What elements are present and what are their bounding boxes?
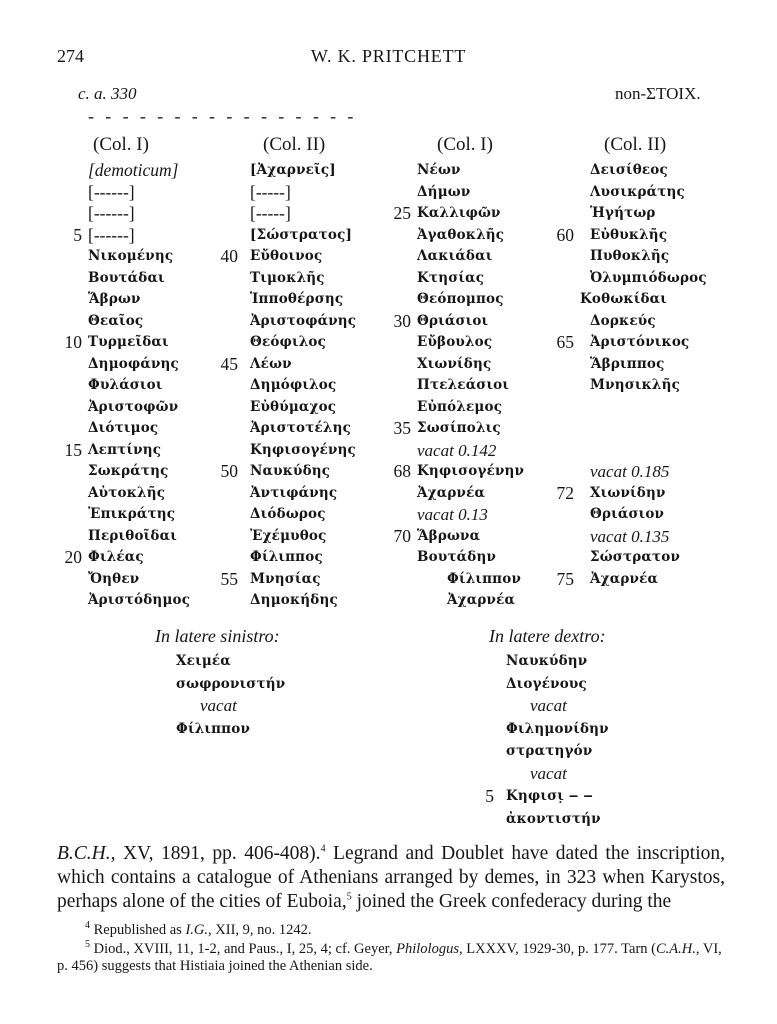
inscription-line [212,569,382,591]
line-text: [------] [88,224,135,245]
line-text: Λεπτίνης [88,441,162,458]
line-number: 25 [393,203,411,223]
line-text: Ὀλυμπιόδωρος [590,269,707,286]
inscription-line [548,418,748,440]
bch-reference: B.C.H. [57,843,111,864]
inscription-line [385,332,555,354]
latere-line [472,808,672,831]
inscription-line [212,354,382,376]
line-number: 60 [556,224,574,245]
latere-line [472,740,672,763]
line-text: Θεόφιλος [250,334,327,350]
line-text: Τιμοκλῆς [250,269,325,286]
footnote-4-ref: I.G. [185,922,209,938]
inscription-line [56,397,216,419]
line-text: Ἀριστοτέλης [250,420,352,436]
inscription-line [385,504,555,526]
line-text: Μνησικλῆς [590,377,681,393]
line-text: Φυλάσιοι [88,377,163,393]
inscription-line [385,182,555,204]
inscription-line [385,160,555,182]
latere-dextro-text [472,650,672,830]
footnote-5-mid: , LXXXV, 1929-30, p. 177. Tarn ( [458,941,656,957]
face-a-col2 [212,160,382,612]
line-text: Εὔθοινος [250,248,323,264]
footnote-5-tail: , VI, p. 456) suggests that Histiaia joined the Athenian side. [57,941,722,974]
inscription-line [56,547,216,569]
latere-line: σωφρονιστήν [176,675,286,692]
body-text-1: , XV, 1891, pp. 406-408). [110,843,321,864]
line-text: vacat 0.142 [417,440,497,460]
inscription-line [56,203,216,225]
inscription-line [212,526,382,548]
line-text: Νέων [417,162,461,178]
line-text: Εὔβουλος [417,334,493,350]
footnote-4-marker: 4 [320,843,326,855]
inscription-line [56,569,216,591]
inscription-line [56,311,216,333]
line-text: Διότιμος [88,420,159,436]
line-number: 65 [556,332,574,352]
inscription-line [385,375,555,397]
face-a-col1-heading: (Col. I) [93,134,149,155]
line-text: Ἀχαρνέα [590,570,659,587]
inscription-line [212,311,382,333]
line-text: Ἐπικράτης [88,506,176,522]
line-text: Ἀριστοφάνης [250,312,357,329]
line-text: Χιωνίδην [590,484,666,501]
latere-sinistro-text [176,650,336,740]
latere-dextro-heading: In latere dextro: [489,626,606,646]
line-text: Ἐχέμυθος [250,527,327,544]
line-text: [demoticum] [88,160,179,180]
line-text: Ἀχαρνέα [447,592,516,608]
line-text: Σώστρατον [590,549,681,565]
inscription-line [548,225,748,247]
line-text: Δορκεύς [590,312,656,329]
inscription-line [548,569,748,591]
line-text: Ἅβρων [88,291,141,307]
inscription-line [548,526,748,548]
inscription-line [56,332,216,354]
line-text: Μνησίας [250,570,321,587]
line-text: Καλλιφῶν [417,205,501,221]
inscription-line [212,504,382,526]
inscription-line [385,569,555,591]
line-text: Δημοφάνης [88,355,179,372]
line-text: Εὐθύμαχος [250,398,337,415]
line-text: Δημοκήδης [250,592,338,608]
line-text: Φιλημονίδην [506,720,609,737]
inscription-style: non-ΣΤΟΙΧ. [615,84,701,103]
line-text: Σωσίπολις [417,420,501,436]
latere-sinistro-heading: In latere sinistro: [155,626,280,646]
line-text: Νικομένης [88,248,174,264]
inscription-line [548,375,748,397]
line-text: Ναυκύδην [506,653,588,669]
inscription-line [385,440,555,462]
face-b-col2-heading: (Col. II) [604,134,667,155]
line-number: 35 [393,418,411,438]
line-text: Δήμων [417,183,471,200]
body-text-3: joined the Greek confederacy during the [351,891,672,912]
line-text: Ὄηθεν [88,570,140,587]
line-text: [------] [88,181,135,202]
line-text: Βουτάδην [417,549,497,565]
inscription-line [385,225,555,247]
footnote-5-number: 5 [85,939,90,951]
line-text: Διόδωρος [250,506,326,522]
line-text: Περιθοῖδαι [88,527,177,544]
line-text: Κηφισογένης [250,441,356,458]
line-text: [Ἀχαρνεῖς] [250,162,336,178]
inscription-date: c. a. 330 [78,84,137,103]
line-text: Ἅβριππος [590,355,665,372]
line-number: 40 [220,246,238,266]
inscription-line [56,483,216,505]
inscription-line [548,311,748,333]
latere-line [472,785,672,808]
inscription-line [385,246,555,268]
line-text: Εὐπόλεμος [417,398,503,415]
line-number: 68 [393,461,411,481]
inscription-line [56,590,216,612]
inscription-line [212,418,382,440]
line-text: vacat 0.13 [417,505,488,524]
line-number: 75 [556,568,574,589]
line-text: Ἀγαθοκλῆς [417,226,505,243]
line-text: Φίλιππος [250,549,323,565]
inscription-line [56,461,216,483]
inscription-line [385,483,555,505]
footnote-5-marker: 5 [346,891,352,903]
line-text: Κηφισογένην [417,463,525,479]
inscription-line [548,504,748,526]
inscription-line [385,526,555,548]
inscription-line [212,590,382,612]
line-number: 72 [556,482,574,503]
inscription-line [56,225,216,247]
inscription-line [385,590,555,612]
inscription-line [56,246,216,268]
running-title: W. K. PRITCHETT [310,46,467,66]
line-text: Ἡγήτωρ [590,205,656,221]
footnote-5-text: Diod., XVIII, 11, 1-2, and Paus., I, 25, 4; cf. Geyer, [90,941,397,957]
inscription-line [548,268,748,290]
line-text: Ἀριστόνικος [590,334,690,350]
inscription-line [385,418,555,440]
line-text: vacat 0.185 [590,462,670,481]
inscription-line [548,461,748,483]
line-text: Θριάσιον [590,506,665,522]
line-number: 45 [220,353,238,374]
inscription-line [56,354,216,376]
inscription-line [548,203,748,225]
inscription-line [385,203,555,225]
inscription-line [548,547,748,569]
body-text-2: Legrand and Doublet have dated the inscription, which contains a catalogue of Athenians arranged by demes, in 323 when Karystos, perhaps alone of the cities of Euboia, [57,843,726,912]
inscription-line [548,440,748,462]
face-a-col1 [56,160,216,612]
line-text: Διογένους [506,675,587,692]
inscription-line [212,268,382,290]
line-number: 20 [64,547,82,567]
inscription-line [548,160,748,182]
line-text: Τυρμεῖδαι [88,334,169,350]
line-text: Ἱπποθέρσης [250,291,344,307]
line-text: Πτελεάσιοι [417,377,510,393]
inscription-line [385,354,555,376]
inscription-line [212,182,382,204]
inscription-line [385,397,555,419]
line-text: Ἀχαρνέα [417,484,486,501]
line-text: Χιωνίδης [417,355,492,372]
line-text: Θεόπομπος [417,291,504,307]
line-text: Λυσικράτης [590,183,685,200]
line-number: 30 [393,310,411,331]
inscription-line [56,526,216,548]
line-text: [-----] [250,203,291,223]
footnote-4 [57,922,753,939]
inscription-line [212,160,382,182]
face-b-col1-heading: (Col. I) [437,134,493,155]
line-text: Σωκράτης [88,463,169,479]
line-text: Αὐτοκλῆς [88,484,166,501]
line-text: Κοθωκίδαι [580,291,667,307]
line-text: [-----] [250,181,291,202]
line-number: 15 [64,439,82,460]
latere-line [472,673,672,696]
latere-line: Χειμέα [176,653,231,669]
line-text: Λακιάδαι [417,248,493,264]
footnote-5 [57,941,725,975]
footnote-5-journal: Philologus [396,941,459,957]
line-text: vacat 0.135 [590,526,670,546]
line-text: vacat [530,696,567,715]
line-number: 5 [485,786,494,806]
footnote-4-number: 4 [85,920,90,932]
line-number: 5 [73,224,82,245]
inscription-line [212,332,382,354]
inscription-line [212,440,382,462]
line-text: Πυθοκλῆς [590,248,670,264]
inscription-line [212,225,382,247]
latere-line [472,650,672,673]
inscription-line [385,547,555,569]
latere-line [472,763,672,786]
inscription-line [548,246,748,268]
face-b-col1 [385,160,555,612]
line-text: vacat [530,763,567,783]
inscription-line [385,311,555,333]
line-text: Θεαῖος [88,312,144,329]
inscription-line [548,182,748,204]
footnote-4-text: Republished as [90,922,186,938]
inscription-line [548,354,748,376]
inscription-line [212,547,382,569]
line-text: [------] [88,203,135,223]
face-a-col2-heading: (Col. II) [263,134,326,155]
footnote-4-tail: , XII, 9, no. 1242. [208,922,312,938]
line-text: Ἀριστόδημος [88,592,191,608]
inscription-line [212,289,382,311]
line-text: Φιλέας [88,549,144,565]
latere-line [472,695,672,718]
line-number: 10 [64,332,82,352]
line-text: Δημόφιλος [250,377,337,393]
inscription-line [56,182,216,204]
inscription-line [548,397,748,419]
inscription-line [385,268,555,290]
latere-line [472,718,672,741]
latere-line: Φίλιππον [176,720,251,737]
inscription-line [212,203,382,225]
line-text: Ἅβρωνα [417,527,481,544]
line-text: [Σώστρατος] [250,226,353,243]
line-number: 50 [220,461,238,481]
line-text: Εὐθυκλῆς [590,226,668,243]
latere-line: vacat [200,696,237,715]
line-text: Λέων [250,355,292,372]
inscription-line [56,160,216,182]
inscription-line [56,289,216,311]
inscription-line [212,483,382,505]
line-text: Φίλιππον [447,570,522,587]
line-text: Θριάσιοι [417,312,489,329]
line-text: Ναυκύδης [250,463,331,479]
inscription-line [385,289,555,311]
inscription-line [212,375,382,397]
inscription-line [56,504,216,526]
inscription-line [56,268,216,290]
inscription-line [212,397,382,419]
line-text: Κτησίας [417,269,485,286]
inscription-line [548,332,748,354]
inscription-line [212,461,382,483]
inscription-line [385,461,555,483]
inscription-line [548,289,748,311]
line-number: 55 [220,568,238,589]
face-b-col2 [548,160,748,590]
inscription-line [56,375,216,397]
page-number: 274 [57,46,84,66]
line-text: Κηφισι̣ ‒ ‒ [506,788,593,804]
line-text: Δεισίθεος [590,162,668,178]
line-text: ἀκοντιστήν [506,810,601,827]
body-paragraph [57,842,725,914]
inscription-line [56,418,216,440]
inscription-line [56,440,216,462]
line-text: Ἀντιφάνης [250,484,338,501]
inscription-line [212,246,382,268]
line-text: στρατηγόν [506,743,593,759]
inscription-line [548,483,748,505]
lacuna-dashes: - - - - - - - - - - - - - - - - [88,106,357,126]
line-number: 70 [393,525,411,546]
line-text: Ἀριστοφῶν [88,398,179,415]
footnote-5-cah: C.A.H. [656,941,696,957]
line-text: Βουτάδαι [88,269,165,286]
